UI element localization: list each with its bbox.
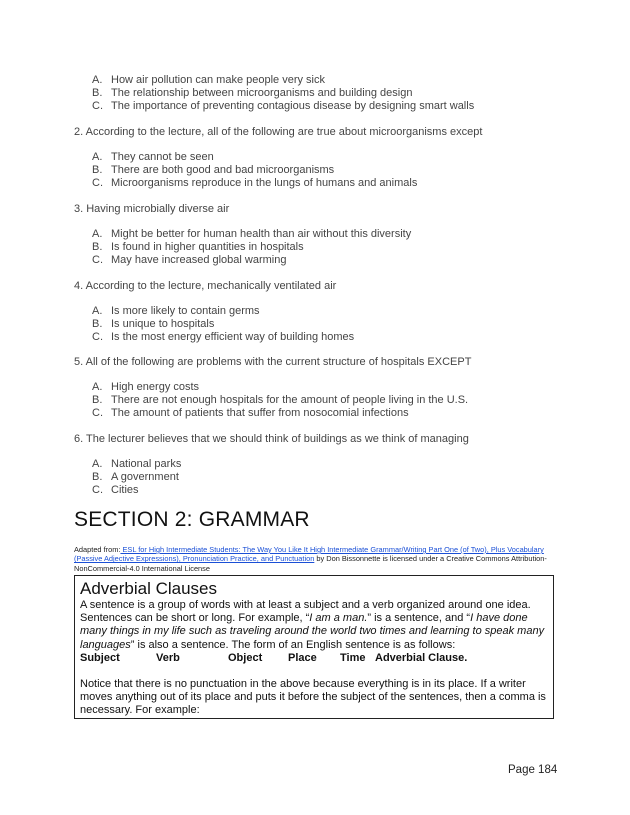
option-text: The relationship between microorganisms and building design (111, 87, 413, 99)
option-text: A government (111, 471, 179, 483)
option-letter: A. (92, 458, 103, 470)
question-2: 2. According to the lecture, all of the following are true about microorganisms except (74, 126, 483, 138)
paragraph-text: ” is also a sentence. The form of an English sentence is as follows: (130, 638, 456, 651)
box-title: Adverbial Clauses (80, 579, 218, 598)
option-text: Is found in higher quantities in hospitals (111, 241, 304, 253)
option-text: They cannot be seen (111, 151, 214, 163)
option-letter: B. (92, 394, 103, 406)
option-c (92, 177, 417, 190)
attribution-license-text: by Don Bissonnette is licensed under a Creative Commons Attribution-NonCommercial-4.0 International License (74, 554, 547, 573)
option-b (92, 87, 474, 100)
section-title: SECTION 2: GRAMMAR (74, 508, 310, 531)
paragraph-text: A sentence is a group of words with at least a subject and a verb organized around one idea. Sentences can be short or long. For example, “ (80, 599, 531, 625)
option-a (92, 228, 411, 241)
example-sentence-2: I have done many things in my life such as traveling around the world two times and learning to speak many languages (80, 612, 545, 651)
paragraph-text: ” is a sentence, and “ (367, 612, 471, 625)
question-6: 6. The lecturer believes that we should think of buildings as we think of managing (74, 433, 469, 445)
option-c (92, 331, 354, 344)
option-b (92, 318, 354, 331)
option-text: Is the most energy efficient way of building homes (111, 331, 355, 343)
formula-verb: Verb (156, 651, 180, 664)
formula-place: Place (288, 651, 317, 664)
question-3: 3. Having microbially diverse air (74, 203, 230, 215)
box-paragraph-2: Notice that there is no punctuation in the above because everything is in its place. If a writer moves anything out of its place and puts it before the subject of the sentences, then a comma is necessary. For example: (80, 677, 546, 717)
question-4-options (92, 305, 354, 344)
option-c (92, 407, 468, 420)
attribution (74, 545, 564, 573)
option-letter: A. (92, 305, 103, 317)
option-c (92, 484, 181, 497)
option-letter: B. (92, 87, 103, 99)
option-text: How air pollution can make people very sick (111, 74, 325, 86)
option-letter: B. (92, 471, 103, 483)
option-text: The amount of patients that suffer from nosocomial infections (111, 407, 409, 419)
option-a (92, 458, 181, 471)
option-letter: C. (92, 331, 103, 343)
option-text: Is unique to hospitals (111, 318, 215, 330)
option-text: Might be better for human health than air without this diversity (111, 228, 412, 240)
option-a (92, 74, 474, 87)
question-4: 4. According to the lecture, mechanically ventilated air (74, 280, 337, 292)
option-text: Cities (111, 484, 139, 496)
option-letter: B. (92, 164, 103, 176)
option-letter: B. (92, 318, 103, 330)
option-letter: C. (92, 484, 103, 496)
formula-adverbial-clause: Adverbial Clause. (375, 651, 468, 664)
option-c (92, 100, 474, 113)
question-5: 5. All of the following are problems with the current structure of hospitals EXCEPT (74, 356, 472, 368)
question-2-options (92, 151, 417, 190)
option-text: Microorganisms reproduce in the lungs of humans and animals (111, 177, 418, 189)
option-a (92, 151, 417, 164)
box-paragraph-1 (80, 599, 553, 652)
option-letter: C. (92, 407, 103, 419)
question-1-options (92, 74, 474, 113)
formula-time: Time (340, 651, 366, 664)
option-a (92, 381, 468, 394)
option-b (92, 394, 468, 407)
attribution-prefix: Adapted from: (74, 545, 121, 554)
adverbial-clauses-box (74, 575, 554, 719)
option-letter: A. (92, 228, 103, 240)
formula-object: Object (228, 651, 263, 664)
sentence-formula (80, 652, 553, 665)
option-letter: B. (92, 241, 103, 253)
option-text: There are both good and bad microorganisms (111, 164, 335, 176)
option-letter: A. (92, 151, 103, 163)
formula-subject: Subject (80, 651, 120, 664)
option-text: Is more likely to contain germs (111, 305, 260, 317)
option-b (92, 164, 417, 177)
option-letter: A. (92, 74, 103, 86)
page-number: Page 184 (508, 764, 558, 776)
option-text: National parks (111, 458, 182, 470)
option-b (92, 471, 181, 484)
attribution-source-link[interactable]: ESL for High Intermediate Students: The Way You Like It High Intermediate Grammar/Writing Part One (of Two), Plus Vocabulary (Passive Adjective Expressions), Pronunciation Practice, and Punctuation (74, 545, 544, 564)
option-text: The importance of preventing contagious disease by designing smart walls (111, 100, 475, 112)
option-text: There are not enough hospitals for the amount of people living in the U.S. (111, 394, 469, 406)
option-letter: C. (92, 254, 103, 266)
question-5-options (92, 381, 468, 420)
option-letter: C. (92, 177, 103, 189)
question-3-options (92, 228, 411, 267)
question-6-options (92, 458, 181, 497)
option-letter: C. (92, 100, 103, 112)
option-c (92, 254, 411, 267)
example-sentence-1: I am a man. (309, 612, 368, 625)
option-text: High energy costs (111, 381, 200, 393)
option-text: May have increased global warming (111, 254, 287, 266)
option-letter: A. (92, 381, 103, 393)
option-b (92, 241, 411, 254)
option-a (92, 305, 354, 318)
